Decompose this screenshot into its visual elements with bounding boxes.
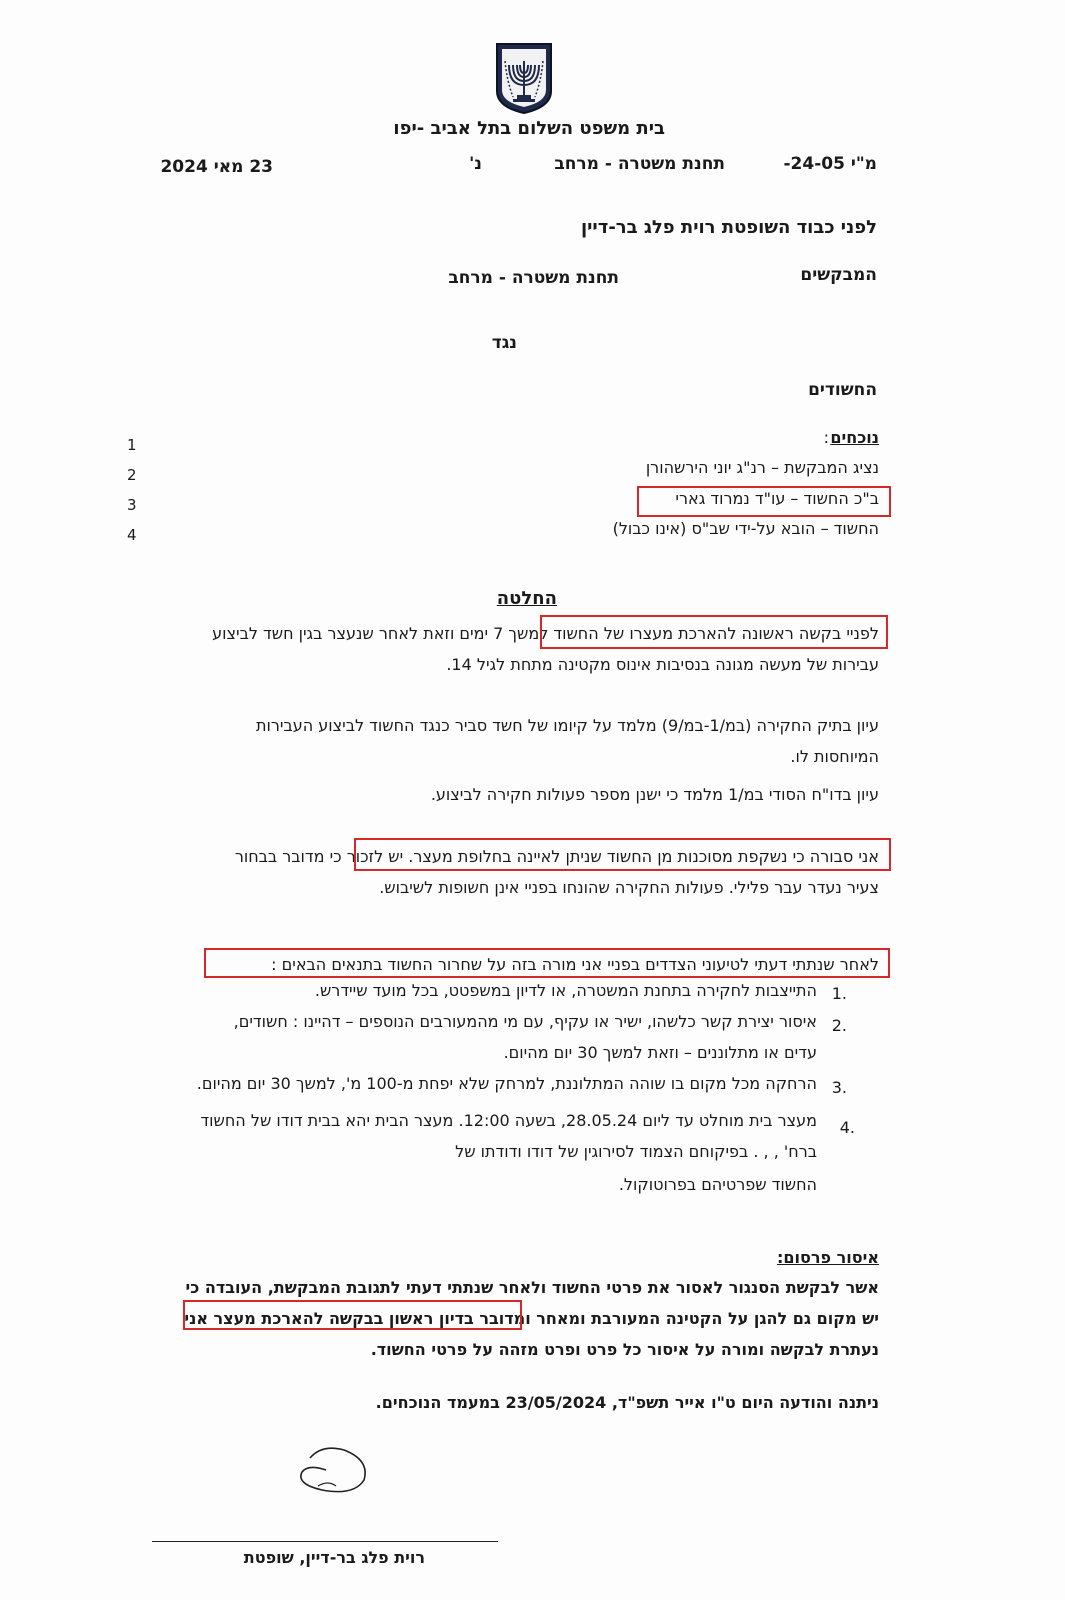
decision-paragraph-4-line-2: צעיר נעדר עבר פלילי. פעולות החקירה שהונחו בפניי אינן חשופות לשיבוש. (379, 878, 879, 897)
highlight-box-defense-counsel (637, 486, 891, 517)
signature-line (152, 1541, 498, 1542)
decision-paragraph-2-line-1: עיון בתיק החקירה (במ/1-במ/9) מלמד על קיומו של חשד סביר כנגד החשוד לביצוע העבירות (255, 716, 879, 735)
case-number: מ"י 24-05- (783, 154, 877, 174)
judge-line: לפני כבוד השופטת רוית פלג בר-דיין (580, 217, 877, 238)
given-line: ניתנה והודעה היום ט"ו אייר תשפ"ד, 23/05/2024 במעמד הנוכחים. (375, 1393, 879, 1412)
signature-scribble (282, 1440, 382, 1500)
condition-number: 1. (831, 984, 847, 1003)
menorah-emblem-icon (493, 41, 555, 115)
line-number: 2 (127, 466, 137, 484)
condition-3-text: הרחקה מכל מקום בו שוהה המתלוננת, למרחק שלא יפחת מ-100 מ', למשך 30 יום מהיום. (196, 1074, 817, 1093)
condition-number: 4. (839, 1118, 855, 1137)
condition-number: 2. (831, 1016, 847, 1035)
decision-paragraph-4-line-1: אני סבורה כי נשקפת מסוכנות מן החשוד שניתן לאיינה בחלופת מעצר. יש לזכור כי מדובר בבחור (234, 847, 879, 866)
present-heading: נוכחים (830, 428, 879, 447)
publication-ban-line-3: נעתרת לבקשה ומורה על איסור כל פרט ופרט מזהה על פרטי החשוד. (370, 1340, 879, 1359)
condition-4-line-1: מעצר בית מוחלט עד ליום 28.05.24, בשעה 12:00. מעצר הבית יהא בבית דודו של החשוד (200, 1111, 817, 1130)
signature-name: רוית פלג בר-דיין, שופטת (243, 1548, 425, 1567)
present-line-3: החשוד – הובא על-ידי שב"ס (אינו כבול) (612, 519, 879, 538)
present-colon: : (823, 428, 829, 447)
suspects-label: החשודים (808, 380, 877, 400)
decision-paragraph-3: עיון בדו"ח הסודי במ/1 מלמד כי ישנן מספר פעולות חקירה לביצוע. (430, 785, 879, 804)
condition-number: 3. (831, 1078, 847, 1097)
case-suffix: נ' (469, 154, 482, 174)
condition-4-line-2: ברח' , , . בפיקוחם הצמוד לסירוגין של דודו ודודתו של (455, 1142, 817, 1161)
publication-ban-line-1: אשר לבקשת הסנגור לאסור את פרטי החשוד ולאחר שנתתי דעתי לתגובת המבקשת, העובדה כי (185, 1278, 879, 1297)
condition-2-line-1: איסור יצירת קשר כלשהו, ישיר או עקיף, עם מי מהמעורבים הנוספים – דהיינו : חשודים, (233, 1012, 817, 1031)
publication-ban-heading: איסור פרסום: (777, 1248, 879, 1267)
decision-paragraph-1-line-1: לפניי בקשה ראשונה להארכת מעצרו של החשוד למשך 7 ימים וזאת לאחר שנעצר בגין חשד לביצוע (212, 624, 879, 643)
document-date: 23 מאי 2024 (160, 157, 273, 177)
highlight-box-dangerousness (354, 838, 891, 871)
present-line-2: ב"כ החשוד – עו"ד נמרוד גארי (675, 489, 879, 508)
publication-ban-line-2: יש מקום גם להגן על הקטינה המעורבת ומאחר ומדובר בדיון ראשון בבקשה להארכת מעצר אני (184, 1309, 879, 1328)
decision-title: החלטה (496, 588, 557, 609)
court-name: בית משפט השלום בתל אביב -יפו (393, 118, 665, 139)
case-station: תחנת משטרה - מרחב (554, 154, 725, 174)
condition-2-line-2: עדים או מתלוננים – וזאת למשך 30 יום מהיום. (503, 1043, 817, 1062)
applicants-label: המבקשים (800, 265, 877, 285)
present-line-1: נציג המבקשת – רנ"ג יוני הירשהורן (645, 458, 879, 477)
decision-paragraph-5: לאחר שנתתי דעתי לטיעוני הצדדים בפניי אני מורה בזה על שחרור החשוד בתנאים הבאים : (271, 955, 879, 974)
condition-4-line-3: החשוד שפרטיהם בפרוטוקול. (618, 1175, 817, 1194)
decision-paragraph-1-line-2: עבירות של מעשה מגונה בנסיבות אינוס מקטינה מתחת לגיל 14. (446, 655, 879, 674)
line-number: 1 (127, 436, 137, 454)
highlight-box-release-conditions (204, 948, 890, 978)
decision-paragraph-2-line-2: המיוחסות לו. (790, 747, 879, 766)
line-number: 3 (127, 496, 137, 514)
versus-label: נגד (491, 333, 517, 353)
condition-1-text: התייצבות לחקירה בתחנת המשטרה, או לדיון במשפטט, בכל מועד שיידרש. (314, 981, 817, 1000)
applicants-value: תחנת משטרה - מרחב (448, 268, 619, 288)
highlight-box-first-hearing (183, 1300, 522, 1330)
line-number: 4 (127, 526, 137, 544)
highlight-box-extension-request (540, 615, 888, 649)
